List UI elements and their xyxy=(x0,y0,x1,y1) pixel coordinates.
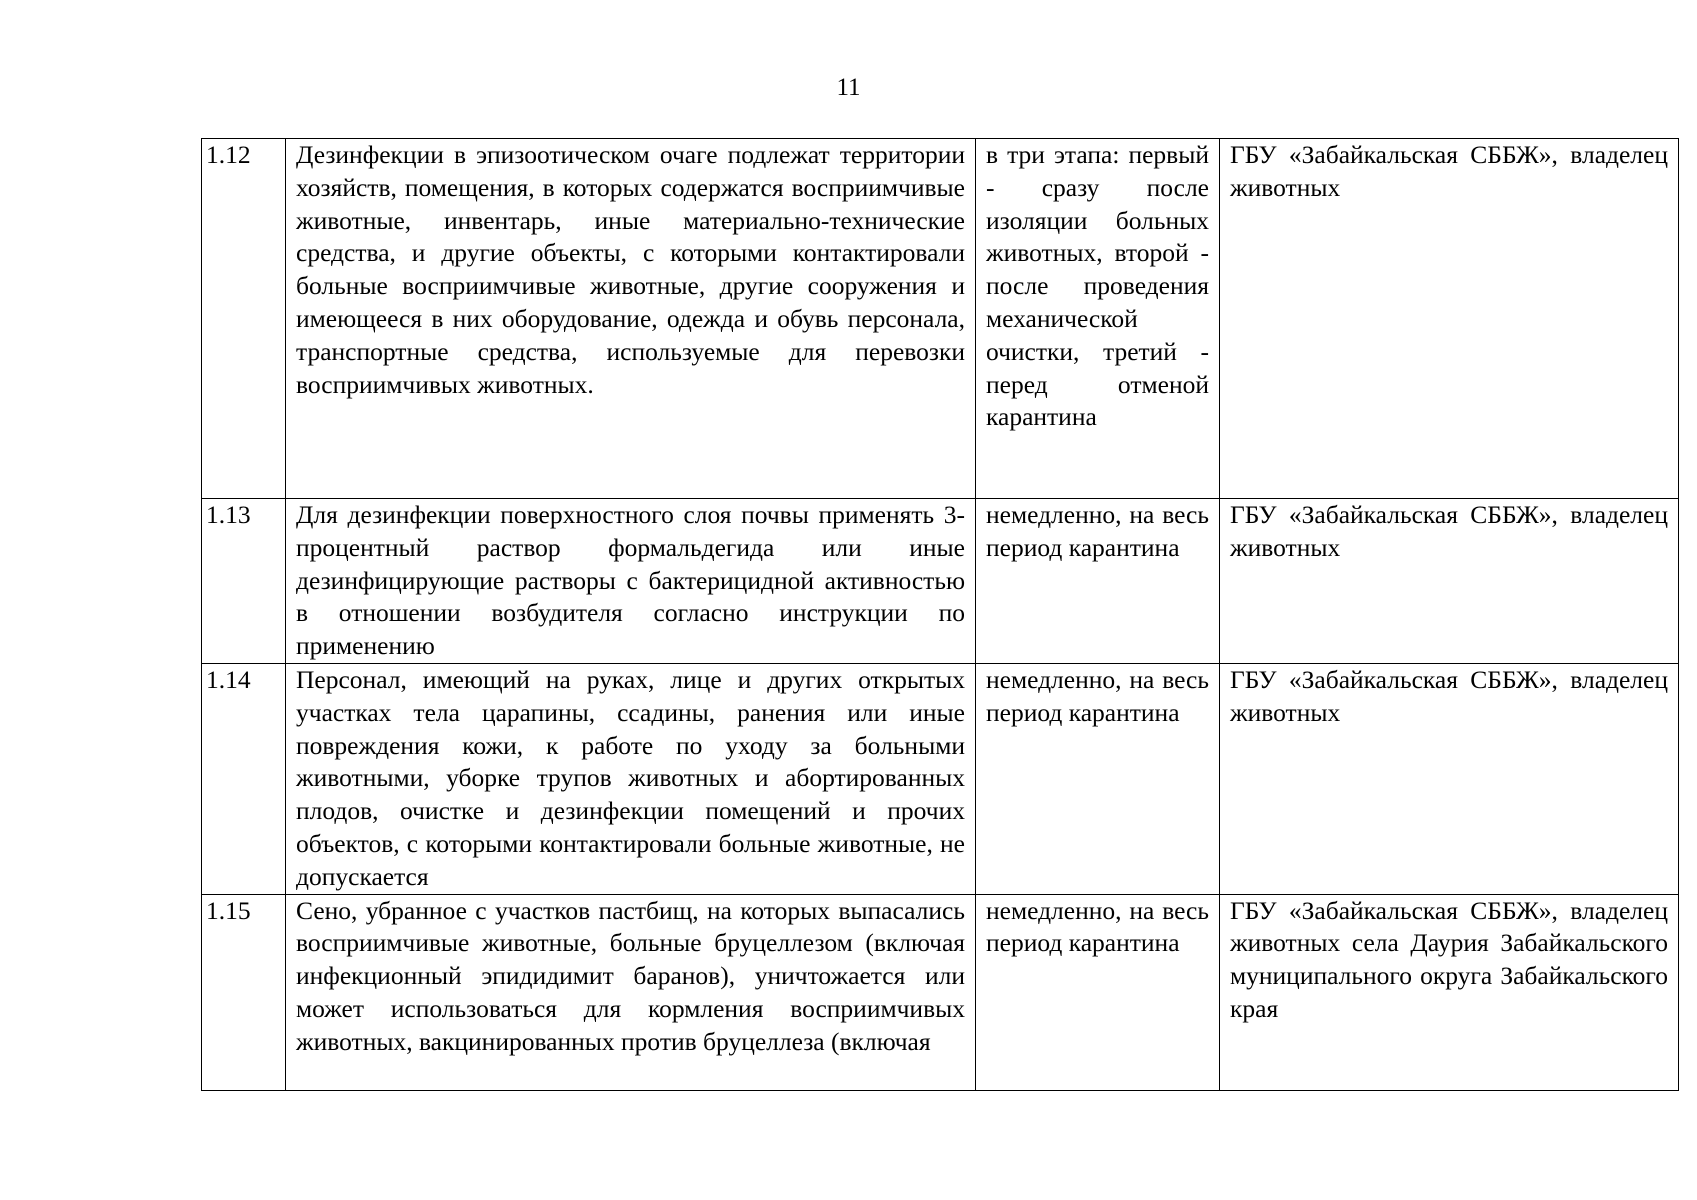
measures-table xyxy=(201,138,1679,1091)
row-number: 1.13 xyxy=(202,499,286,664)
responsible-text: ГБУ «Забайкальская СББЖ», владелец животных xyxy=(1220,139,1679,499)
measure-text: Сено, убранное с участков пастбищ, на которых выпасались восприимчивые животные, больные бруцеллезом (включая инфекционный эпидидимит баранов), уничтожается или может использоваться для кормления восприимчивых животных, вакцинированных против бруцеллеза (включая xyxy=(286,894,976,1090)
term-text: немедленно, на весь период карантина xyxy=(976,499,1220,664)
table-row xyxy=(202,664,1679,895)
row-number: 1.15 xyxy=(202,894,286,1090)
page-number: 11 xyxy=(836,74,861,101)
measure-text: Дезинфекции в эпизоотическом очаге подлежат территории хозяйств, помещения, в которых содержатся восприимчивые животные, инвентарь, иные материально-технические средства, и другие объекты, с которыми контактировали больные восприимчивые животные, другие сооружения и имеющееся в них оборудование, одежда и обувь персонала, транспортные средства, используемые для перевозки восприимчивых животных. xyxy=(286,139,976,499)
table-row xyxy=(202,139,1679,499)
term-text: немедленно, на весь период карантина xyxy=(976,664,1220,895)
measure-text: Персонал, имеющий на руках, лице и других открытых участках тела царапины, ссадины, ранения или иные повреждения кожи, к работе по уходу за больными животными, уборке трупов животных и абортированных плодов, очистке и дезинфекции помещений и прочих объектов, с которыми контактировали больные животные, не допускается xyxy=(286,664,976,895)
table-row xyxy=(202,894,1679,1090)
measure-text: Для дезинфекции поверхностного слоя почвы применять 3-процентный раствор формальдегида или иные дезинфицирующие растворы с бактерицидной активностью в отношении возбудителя согласно инструкции по применению xyxy=(286,499,976,664)
responsible-text: ГБУ «Забайкальская СББЖ», владелец животных xyxy=(1220,499,1679,664)
term-text: немедленно, на весь период карантина xyxy=(976,894,1220,1090)
table-row xyxy=(202,499,1679,664)
responsible-text: ГБУ «Забайкальская СББЖ», владелец животных xyxy=(1220,664,1679,895)
row-number: 1.14 xyxy=(202,664,286,895)
responsible-text: ГБУ «Забайкальская СББЖ», владелец животных села Даурия Забайкальского муниципального округа Забайкальского края xyxy=(1220,894,1679,1090)
row-number: 1.12 xyxy=(202,139,286,499)
term-text: в три этапа: первый - сразу после изоляции больных животных, второй - после проведения механической очистки, третий - перед отменой карантина xyxy=(976,139,1220,499)
